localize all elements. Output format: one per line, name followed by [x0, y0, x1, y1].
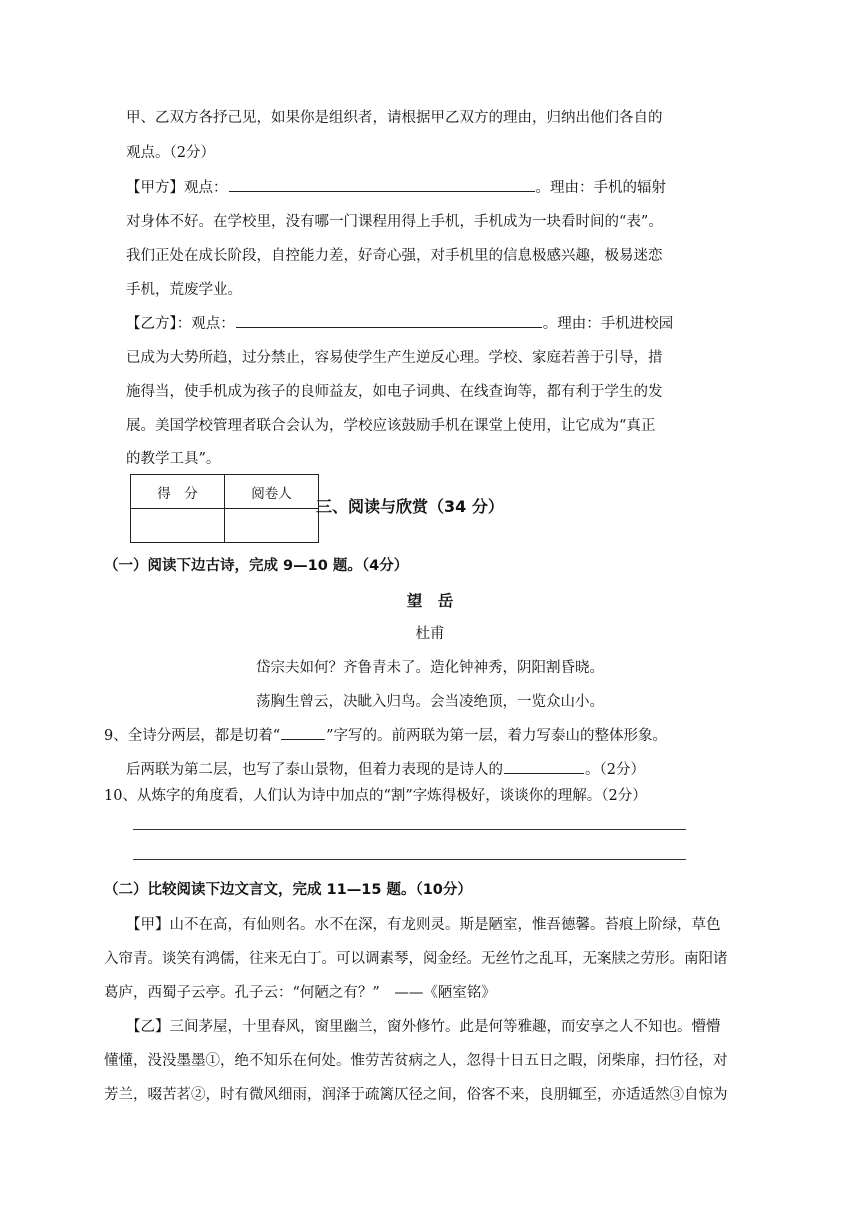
- q9-text-a: 9、全诗分两层，都是切着“: [104, 728, 281, 744]
- passage-yi-line-1: 【乙】三间茅屋，十里春风，窗里幽兰，窗外修竹。此是何等雅趣，而安享之人不知也。懵懵: [126, 1019, 721, 1035]
- grader-cell[interactable]: [225, 509, 319, 543]
- poem-line-1: 岱宗夫如何？齐鲁青未了。造化钟神秀，阴阳割昏晓。: [256, 660, 604, 676]
- part1-heading: （一）阅读下边古诗，完成 9—10 题。（4分）: [104, 558, 409, 574]
- passage-jia-line-1: 【甲】山不在高，有仙则名。水不在深，有龙则灵。斯是陋室，惟吾德馨。苔痕上阶绿，草色: [126, 917, 721, 933]
- q9-text-c: 后两联为第二层，也写了泰山景物，但着力表现的是诗人的: [126, 762, 503, 778]
- q9-blank-2[interactable]: [504, 759, 584, 774]
- question-9-line-2: [126, 759, 645, 781]
- intro-line-2: 观点。（2分）: [126, 145, 215, 161]
- passage-jia-line-3: 葛庐，西蜀子云亭。孔子云：“何陋之有？” ——《陋室铭》: [104, 985, 496, 1001]
- intro-line-1: 甲、乙双方各抒己见，如果你是组织者，请根据甲乙双方的理由，归纳出他们各自的: [126, 110, 663, 126]
- q9-text-d: 。（2分）: [585, 762, 645, 778]
- jia-reason-line-2: 对身体不好。在学校里，没有哪一门课程用得上手机，手机成为一块看时间的“表”。: [126, 214, 663, 230]
- question-10: 10、从炼字的角度看，人们认为诗中加点的“割”字炼得极好，谈谈你的理解。（2分）: [104, 788, 647, 804]
- q9-text-b: ”字写的。前两联为第一层，着力写泰山的整体形象。: [326, 728, 668, 744]
- jia-reason-line-3: 我们正处在成长阶段，自控能力差，好奇心强，对手机里的信息极感兴趣，极易迷恋: [126, 248, 663, 264]
- score-table: [130, 474, 319, 543]
- poem-author: 杜甫: [415, 626, 445, 642]
- yi-reason-line-2: 已成为大势所趋，过分禁止，容易使学生产生逆反心理。学校、家庭若善于引导，措: [126, 350, 663, 366]
- yi-label: 【乙方】：观点：: [126, 316, 235, 332]
- yi-viewpoint-row: [126, 313, 673, 335]
- jia-reason-lead: 。理由：手机的辐射: [535, 180, 666, 196]
- score-header: 得 分: [131, 475, 225, 509]
- jia-label: 【甲方】观点：: [126, 180, 228, 196]
- q9-blank-1[interactable]: [281, 725, 325, 740]
- passage-jia-line-2: 入帘青。谈笑有鸿儒，往来无白丁。可以调素琴，阅金经。无丝竹之乱耳，无案牍之劳形。南阳诸: [104, 951, 728, 967]
- passage-yi-line-2: 懂懂，没没墨墨①，绝不知乐在何处。惟劳苦贫病之人，忽得十日五日之暇，闭柴扉，扫竹径，对: [104, 1053, 728, 1069]
- answer-line-1[interactable]: [133, 829, 686, 830]
- section-3-title: 三、阅读与欣赏（34 分）: [316, 497, 504, 516]
- passage-yi-line-3: 芳兰，啜苦茗②，时有微风细雨，润泽于疏篱仄径之间，俗客不来，良朋辄至，亦适适然③自惊为: [104, 1087, 728, 1103]
- score-cell[interactable]: [131, 509, 225, 543]
- question-9-line-1: [104, 725, 667, 747]
- grader-header: 阅卷人: [225, 475, 319, 509]
- yi-reason-line-3: 施得当，使手机成为孩子的良师益友，如电子词典、在线查询等，都有利于学生的发: [126, 384, 663, 400]
- part2-heading: （二）比较阅读下边文言文，完成 11—15 题。（10分）: [104, 882, 472, 898]
- yi-reason-line-5: 的教学工具”。: [126, 451, 221, 467]
- jia-viewpoint-blank[interactable]: [229, 177, 535, 192]
- jia-reason-line-4: 手机，荒废学业。: [126, 282, 242, 298]
- yi-viewpoint-blank[interactable]: [236, 313, 542, 328]
- answer-line-2[interactable]: [133, 859, 686, 860]
- jia-viewpoint-row: [126, 177, 666, 199]
- yi-reason-lead: 。理由：手机进校园: [542, 316, 674, 332]
- poem-line-2: 荡胸生曾云，决眦入归鸟。会当凌绝顶，一览众山小。: [256, 694, 604, 710]
- yi-reason-line-4: 展。美国学校管理者联合会认为，学校应该鼓励手机在课堂上使用，让它成为“真正: [126, 418, 656, 434]
- poem-title: 望 岳: [406, 592, 454, 610]
